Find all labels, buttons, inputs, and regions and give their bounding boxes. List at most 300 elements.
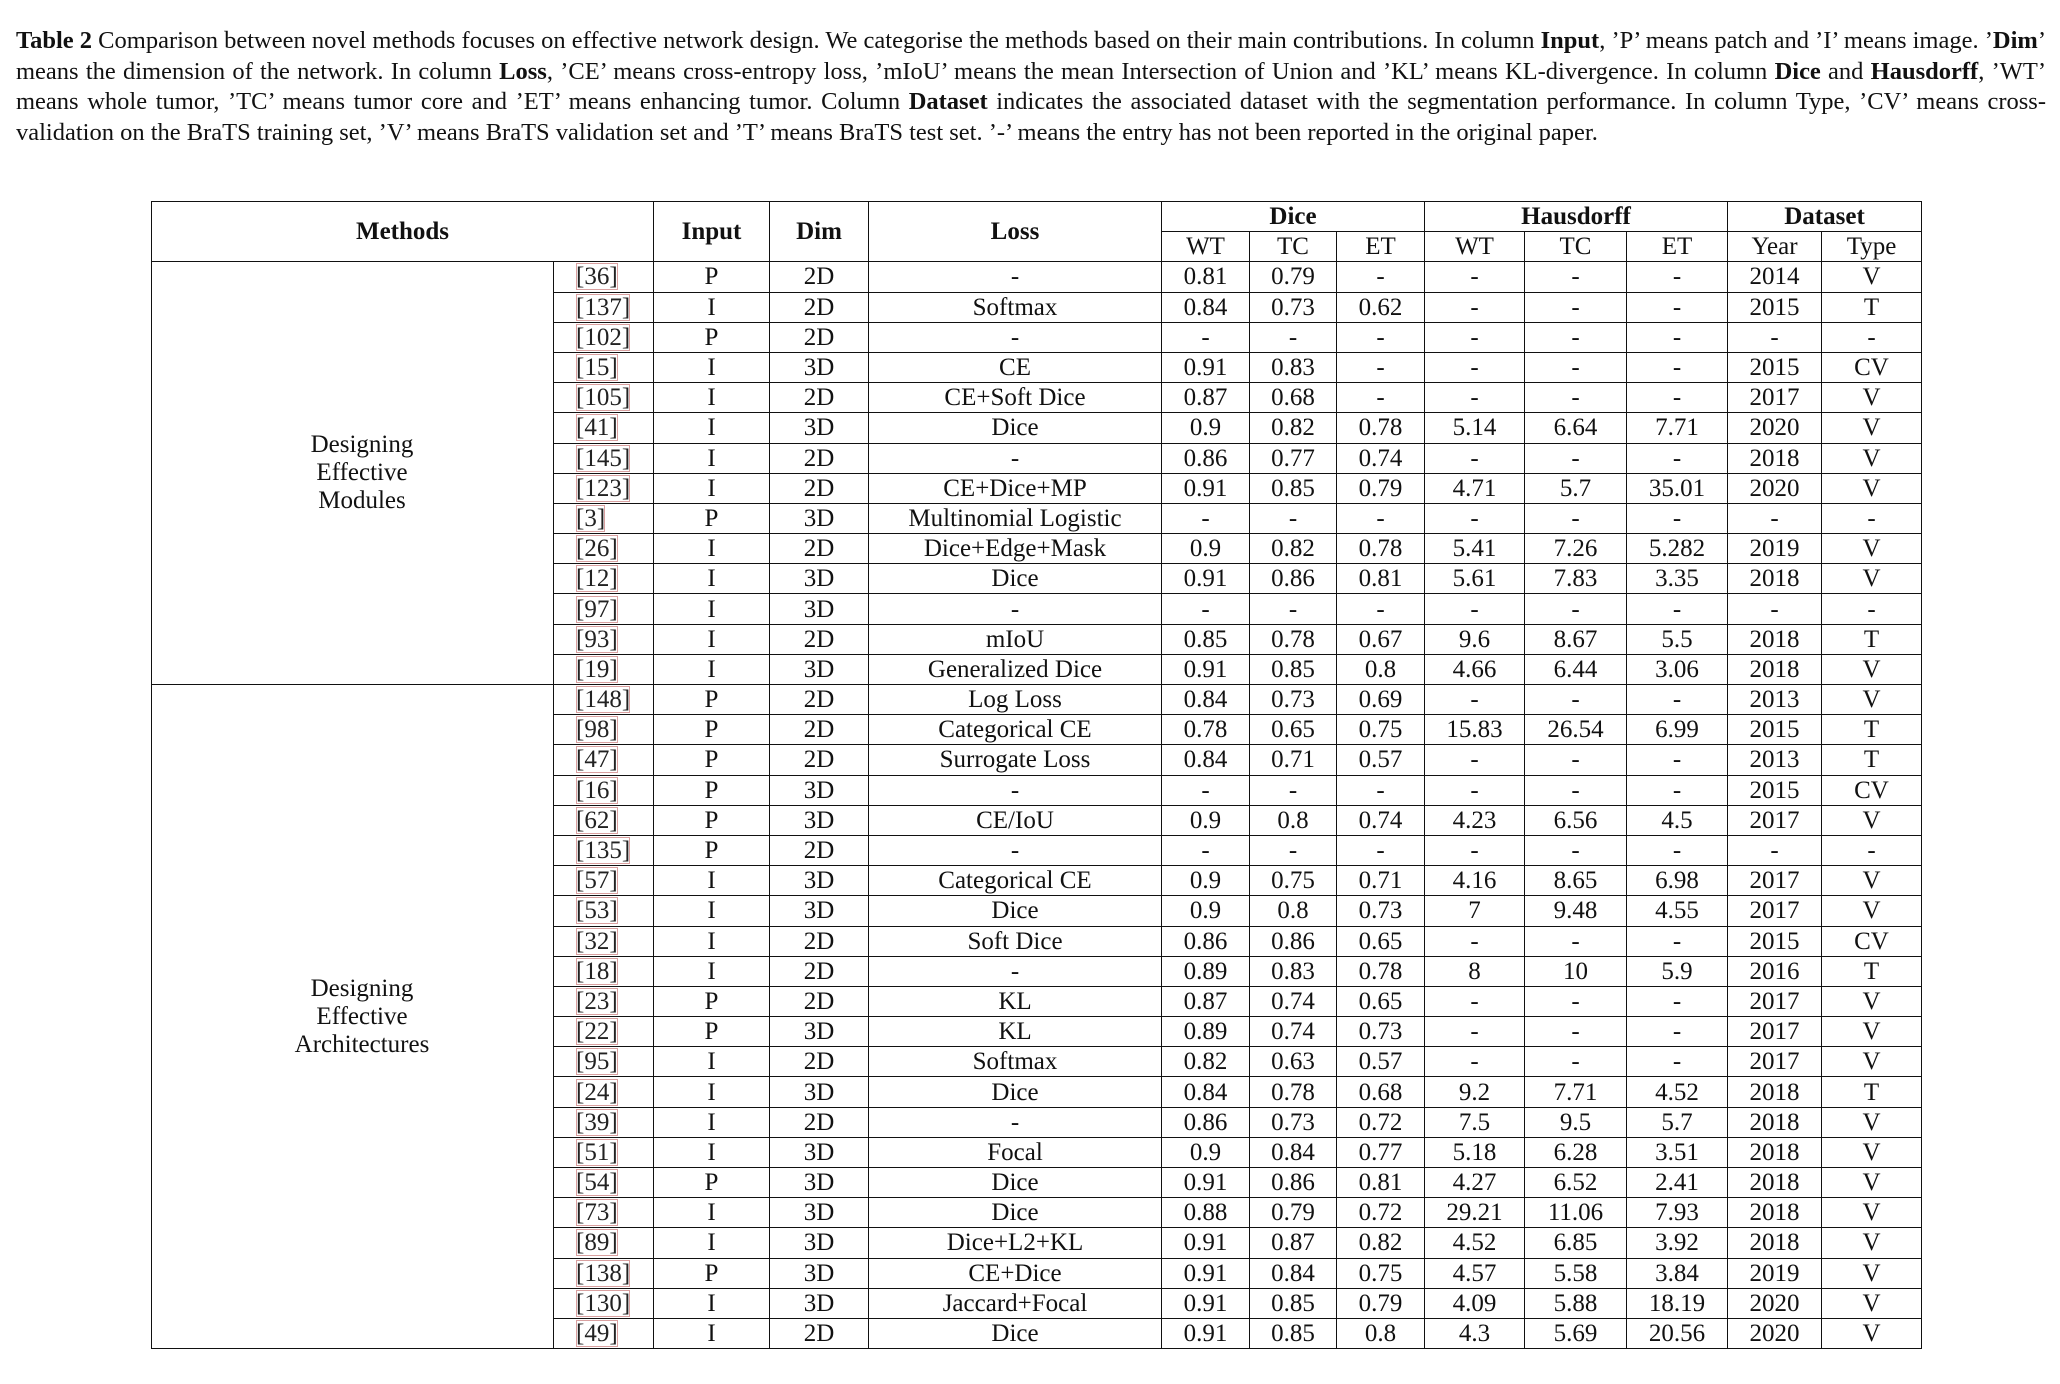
- citation-link[interactable]: [3]: [576, 504, 606, 532]
- cell-hausdorff-tc: 9.48: [1525, 896, 1627, 926]
- cell-dim: 3D: [770, 1228, 869, 1258]
- cell-dice-tc: 0.84: [1250, 1137, 1337, 1167]
- citation-link[interactable]: [97]: [576, 595, 618, 623]
- subheader-dice-wt: WT: [1162, 232, 1250, 262]
- cell-dice-wt: 0.84: [1162, 745, 1250, 775]
- cell-dice-et: 0.78: [1337, 956, 1425, 986]
- citation-link[interactable]: [98]: [576, 716, 618, 744]
- cell-dim: 3D: [770, 564, 869, 594]
- cell-type: T: [1822, 1077, 1922, 1107]
- citation-link[interactable]: [32]: [576, 927, 618, 955]
- cell-hausdorff-tc: 6.85: [1525, 1228, 1627, 1258]
- cell-hausdorff-tc: -: [1525, 745, 1627, 775]
- cell-dice-tc: 0.63: [1250, 1047, 1337, 1077]
- citation-link[interactable]: [26]: [576, 535, 618, 563]
- subheader-dataset-type: Type: [1822, 232, 1922, 262]
- cell-dim: 3D: [770, 775, 869, 805]
- subheader-hausdorff-wt: WT: [1425, 232, 1525, 262]
- caption-text: and: [1820, 57, 1871, 85]
- header-methods: Methods: [152, 202, 654, 262]
- cell-input: P: [654, 715, 770, 745]
- cell-input: I: [654, 1137, 770, 1167]
- cell-dice-tc: 0.86: [1250, 564, 1337, 594]
- caption-bold-text: Dice: [1774, 57, 1821, 85]
- cell-citation: [554, 564, 654, 594]
- cell-hausdorff-et: 5.9: [1627, 956, 1728, 986]
- citation-link[interactable]: [123]: [576, 474, 631, 502]
- cell-citation: [554, 866, 654, 896]
- cell-loss: CE+Soft Dice: [869, 383, 1162, 413]
- cell-hausdorff-wt: -: [1425, 292, 1525, 322]
- cell-citation: [554, 654, 654, 684]
- cell-dim: 3D: [770, 896, 869, 926]
- cell-dice-wt: 0.91: [1162, 473, 1250, 503]
- citation-link[interactable]: [16]: [576, 776, 618, 804]
- cell-hausdorff-tc: 9.5: [1525, 1107, 1627, 1137]
- citation-link[interactable]: [93]: [576, 625, 618, 653]
- cell-dim: 2D: [770, 715, 869, 745]
- cell-dice-et: 0.62: [1337, 292, 1425, 322]
- cell-dim: 2D: [770, 926, 869, 956]
- cell-hausdorff-tc: 8.65: [1525, 866, 1627, 896]
- citation-link[interactable]: [15]: [576, 354, 618, 382]
- cell-dice-wt: 0.9: [1162, 1137, 1250, 1167]
- cell-hausdorff-wt: -: [1425, 1047, 1525, 1077]
- cell-dice-tc: -: [1250, 594, 1337, 624]
- cell-dice-wt: -: [1162, 775, 1250, 805]
- cell-hausdorff-tc: -: [1525, 835, 1627, 865]
- cell-hausdorff-wt: -: [1425, 835, 1525, 865]
- caption-text: , ’CE’ means cross-entropy loss, ’mIoU’ means the mean Intersection of Union and ’KL’ means KL-divergence. In column: [546, 57, 1775, 85]
- cell-input: I: [654, 1228, 770, 1258]
- cell-dice-tc: 0.83: [1250, 352, 1337, 382]
- cell-hausdorff-tc: 6.44: [1525, 654, 1627, 684]
- cell-citation: [554, 624, 654, 654]
- cell-dice-tc: 0.77: [1250, 443, 1337, 473]
- cell-hausdorff-et: 35.01: [1627, 473, 1728, 503]
- cell-hausdorff-wt: 4.23: [1425, 805, 1525, 835]
- cell-type: V: [1822, 1288, 1922, 1318]
- cell-hausdorff-tc: -: [1525, 383, 1627, 413]
- cell-citation: [554, 352, 654, 382]
- cell-dice-wt: 0.87: [1162, 383, 1250, 413]
- cell-hausdorff-tc: 7.26: [1525, 534, 1627, 564]
- citation-link[interactable]: [62]: [576, 806, 618, 834]
- cell-loss: Dice: [869, 413, 1162, 443]
- cell-loss: Dice+L2+KL: [869, 1228, 1162, 1258]
- cell-type: V: [1822, 654, 1922, 684]
- cell-loss: -: [869, 594, 1162, 624]
- cell-dice-tc: 0.75: [1250, 866, 1337, 896]
- cell-citation: [554, 534, 654, 564]
- cell-type: CV: [1822, 775, 1922, 805]
- cell-year: 2019: [1728, 534, 1822, 564]
- cell-input: I: [654, 1198, 770, 1228]
- cell-input: I: [654, 443, 770, 473]
- cell-hausdorff-wt: 15.83: [1425, 715, 1525, 745]
- cell-input: I: [654, 564, 770, 594]
- cell-dice-et: 0.72: [1337, 1107, 1425, 1137]
- cell-input: I: [654, 654, 770, 684]
- cell-citation: [554, 292, 654, 322]
- cell-input: P: [654, 805, 770, 835]
- cell-dice-wt: 0.81: [1162, 262, 1250, 292]
- cell-loss: Softmax: [869, 292, 1162, 322]
- cell-hausdorff-wt: 8: [1425, 956, 1525, 986]
- citation-link[interactable]: [57]: [576, 867, 618, 895]
- cell-hausdorff-tc: 7.83: [1525, 564, 1627, 594]
- cell-year: 2020: [1728, 473, 1822, 503]
- cell-citation: [554, 1288, 654, 1318]
- cell-type: V: [1822, 1017, 1922, 1047]
- cell-hausdorff-et: -: [1627, 986, 1728, 1016]
- cell-hausdorff-wt: 4.66: [1425, 654, 1525, 684]
- cell-hausdorff-et: -: [1627, 262, 1728, 292]
- cell-year: 2016: [1728, 956, 1822, 986]
- cell-citation: [554, 1047, 654, 1077]
- cell-year: 2015: [1728, 775, 1822, 805]
- cell-dice-wt: 0.88: [1162, 1198, 1250, 1228]
- cell-citation: [554, 986, 654, 1016]
- cell-hausdorff-wt: -: [1425, 594, 1525, 624]
- cell-dim: 2D: [770, 624, 869, 654]
- cell-dice-wt: 0.91: [1162, 564, 1250, 594]
- cell-dice-wt: 0.91: [1162, 1228, 1250, 1258]
- cell-input: I: [654, 624, 770, 654]
- cell-type: V: [1822, 383, 1922, 413]
- citation-link[interactable]: [145]: [576, 444, 631, 472]
- cell-year: 2019: [1728, 1258, 1822, 1288]
- cell-dice-et: -: [1337, 503, 1425, 533]
- cell-loss: Surrogate Loss: [869, 745, 1162, 775]
- cell-year: 2020: [1728, 413, 1822, 443]
- citation-link[interactable]: [24]: [576, 1078, 618, 1106]
- header-dim: Dim: [770, 202, 869, 262]
- cell-dim: 2D: [770, 1318, 869, 1348]
- cell-input: I: [654, 896, 770, 926]
- cell-type: T: [1822, 715, 1922, 745]
- cell-year: -: [1728, 322, 1822, 352]
- table-row: [152, 262, 1922, 292]
- cell-input: P: [654, 1168, 770, 1198]
- citation-link[interactable]: [19]: [576, 655, 618, 683]
- cell-dim: 3D: [770, 654, 869, 684]
- cell-hausdorff-tc: 7.71: [1525, 1077, 1627, 1107]
- cell-loss: Dice+Edge+Mask: [869, 534, 1162, 564]
- cell-dice-tc: 0.82: [1250, 413, 1337, 443]
- cell-dice-tc: 0.86: [1250, 1168, 1337, 1198]
- cell-type: V: [1822, 534, 1922, 564]
- cell-dice-et: 0.81: [1337, 1168, 1425, 1198]
- cell-hausdorff-tc: 5.69: [1525, 1318, 1627, 1348]
- cell-citation: [554, 1318, 654, 1348]
- cell-citation: [554, 715, 654, 745]
- cell-dice-wt: 0.89: [1162, 1017, 1250, 1047]
- comparison-table: [151, 201, 1922, 1349]
- citation-link[interactable]: [137]: [576, 293, 631, 321]
- cell-loss: Focal: [869, 1137, 1162, 1167]
- cell-dice-et: 0.78: [1337, 534, 1425, 564]
- cell-loss: Dice: [869, 896, 1162, 926]
- cell-dim: 2D: [770, 383, 869, 413]
- cell-citation: [554, 1198, 654, 1228]
- cell-citation: [554, 685, 654, 715]
- cell-citation: [554, 1228, 654, 1258]
- cell-citation: [554, 1168, 654, 1198]
- cell-dice-et: 0.8: [1337, 1318, 1425, 1348]
- cell-hausdorff-wt: 5.61: [1425, 564, 1525, 594]
- cell-year: 2018: [1728, 1137, 1822, 1167]
- cell-hausdorff-wt: 4.09: [1425, 1288, 1525, 1318]
- citation-link[interactable]: [23]: [576, 987, 618, 1015]
- cell-loss: Categorical CE: [869, 715, 1162, 745]
- cell-year: 2018: [1728, 564, 1822, 594]
- cell-dice-et: 0.75: [1337, 1258, 1425, 1288]
- cell-year: 2018: [1728, 1168, 1822, 1198]
- cell-hausdorff-wt: -: [1425, 926, 1525, 956]
- cell-type: V: [1822, 1107, 1922, 1137]
- cell-dim: 3D: [770, 594, 869, 624]
- cell-hausdorff-tc: -: [1525, 443, 1627, 473]
- citation-link[interactable]: [18]: [576, 957, 618, 985]
- cell-loss: CE+Dice+MP: [869, 473, 1162, 503]
- cell-hausdorff-tc: 26.54: [1525, 715, 1627, 745]
- caption-bold-text: Hausdorff: [1870, 57, 1979, 85]
- cell-hausdorff-et: 2.41: [1627, 1168, 1728, 1198]
- cell-type: V: [1822, 866, 1922, 896]
- cell-dim: 3D: [770, 1168, 869, 1198]
- citation-link[interactable]: [39]: [576, 1108, 618, 1136]
- cell-hausdorff-tc: -: [1525, 1047, 1627, 1077]
- cell-input: I: [654, 956, 770, 986]
- cell-hausdorff-et: -: [1627, 775, 1728, 805]
- citation-link[interactable]: [51]: [576, 1138, 618, 1166]
- cell-hausdorff-tc: 5.88: [1525, 1288, 1627, 1318]
- caption-text: ’ means the dimension of the network. In column: [16, 27, 2047, 85]
- cell-dim: 3D: [770, 352, 869, 382]
- cell-year: -: [1728, 594, 1822, 624]
- cell-hausdorff-tc: -: [1525, 594, 1627, 624]
- caption-bold-text: Dataset: [908, 88, 988, 115]
- cell-input: P: [654, 775, 770, 805]
- citation-link[interactable]: [36]: [576, 263, 618, 291]
- citation-link[interactable]: [102]: [576, 323, 631, 351]
- cell-hausdorff-tc: 5.58: [1525, 1258, 1627, 1288]
- citation-link[interactable]: [130]: [576, 1289, 631, 1317]
- cell-citation: [554, 805, 654, 835]
- cell-dice-et: -: [1337, 383, 1425, 413]
- citation-link[interactable]: [41]: [576, 414, 618, 442]
- cell-citation: [554, 413, 654, 443]
- cell-hausdorff-wt: -: [1425, 503, 1525, 533]
- cell-hausdorff-et: -: [1627, 926, 1728, 956]
- cell-hausdorff-et: 5.5: [1627, 624, 1728, 654]
- cell-dice-tc: 0.85: [1250, 473, 1337, 503]
- cell-type: V: [1822, 896, 1922, 926]
- cell-input: I: [654, 1107, 770, 1137]
- caption-text: Comparison between novel methods focuses on effective network design. We categorise the methods based on their main contributions. In column: [92, 27, 1541, 54]
- cell-citation: [554, 1107, 654, 1137]
- cell-dice-tc: 0.74: [1250, 986, 1337, 1016]
- cell-year: 2013: [1728, 685, 1822, 715]
- cell-hausdorff-et: 3.84: [1627, 1258, 1728, 1288]
- cell-loss: Dice: [869, 1198, 1162, 1228]
- cell-dice-wt: 0.84: [1162, 1077, 1250, 1107]
- cell-dim: 3D: [770, 1077, 869, 1107]
- cell-hausdorff-et: 5.282: [1627, 534, 1728, 564]
- cell-year: 2018: [1728, 443, 1822, 473]
- cell-input: I: [654, 473, 770, 503]
- cell-input: P: [654, 835, 770, 865]
- caption-bold-text: Loss: [499, 57, 547, 85]
- cell-hausdorff-wt: 5.14: [1425, 413, 1525, 443]
- cell-citation: [554, 503, 654, 533]
- cell-citation: [554, 896, 654, 926]
- subheader-dataset-year: Year: [1728, 232, 1822, 262]
- cell-dice-tc: 0.73: [1250, 1107, 1337, 1137]
- cell-loss: Dice: [869, 564, 1162, 594]
- cell-type: T: [1822, 956, 1922, 986]
- cell-dice-et: 0.65: [1337, 926, 1425, 956]
- cell-type: -: [1822, 594, 1922, 624]
- citation-link[interactable]: [53]: [576, 897, 618, 925]
- cell-dim: 3D: [770, 1198, 869, 1228]
- citation-link[interactable]: [95]: [576, 1048, 618, 1076]
- citation-link[interactable]: [148]: [576, 686, 631, 714]
- cell-dice-et: 0.73: [1337, 1017, 1425, 1047]
- cell-dice-tc: 0.85: [1250, 1288, 1337, 1318]
- cell-year: 2018: [1728, 624, 1822, 654]
- cell-year: -: [1728, 503, 1822, 533]
- cell-hausdorff-tc: 6.64: [1525, 413, 1627, 443]
- citation-link[interactable]: [89]: [576, 1229, 618, 1257]
- cell-hausdorff-et: 5.7: [1627, 1107, 1728, 1137]
- cell-dice-wt: 0.86: [1162, 1107, 1250, 1137]
- cell-dim: 2D: [770, 443, 869, 473]
- cell-dice-et: 0.69: [1337, 685, 1425, 715]
- cell-hausdorff-et: -: [1627, 322, 1728, 352]
- cell-dice-wt: 0.85: [1162, 624, 1250, 654]
- cell-year: 2020: [1728, 1288, 1822, 1318]
- cell-hausdorff-tc: -: [1525, 292, 1627, 322]
- cell-hausdorff-wt: 9.6: [1425, 624, 1525, 654]
- cell-year: 2018: [1728, 1077, 1822, 1107]
- cell-dice-wt: 0.84: [1162, 685, 1250, 715]
- cell-hausdorff-wt: -: [1425, 352, 1525, 382]
- cell-loss: -: [869, 956, 1162, 986]
- cell-input: I: [654, 866, 770, 896]
- cell-hausdorff-wt: 4.57: [1425, 1258, 1525, 1288]
- cell-input: I: [654, 926, 770, 956]
- cell-hausdorff-tc: -: [1525, 986, 1627, 1016]
- table-row: [152, 685, 1922, 715]
- cell-hausdorff-wt: 4.71: [1425, 473, 1525, 503]
- citation-link[interactable]: [105]: [576, 384, 631, 412]
- cell-hausdorff-et: 7.93: [1627, 1198, 1728, 1228]
- cell-citation: [554, 775, 654, 805]
- cell-dice-et: -: [1337, 775, 1425, 805]
- citation-link[interactable]: [22]: [576, 1018, 618, 1046]
- cell-dice-wt: 0.91: [1162, 654, 1250, 684]
- cell-dice-tc: 0.8: [1250, 805, 1337, 835]
- citation-link[interactable]: [73]: [576, 1199, 618, 1227]
- cell-dice-tc: 0.85: [1250, 1318, 1337, 1348]
- cell-dice-tc: 0.85: [1250, 654, 1337, 684]
- cell-type: T: [1822, 624, 1922, 654]
- cell-dim: 3D: [770, 503, 869, 533]
- cell-loss: Softmax: [869, 1047, 1162, 1077]
- cell-dim: 2D: [770, 956, 869, 986]
- cell-dice-et: 0.74: [1337, 443, 1425, 473]
- citation-link[interactable]: [135]: [576, 837, 631, 865]
- cell-hausdorff-wt: -: [1425, 745, 1525, 775]
- cell-dice-tc: -: [1250, 503, 1337, 533]
- cell-dice-tc: 0.79: [1250, 1198, 1337, 1228]
- cell-dim: 2D: [770, 1047, 869, 1077]
- cell-loss: Soft Dice: [869, 926, 1162, 956]
- cell-loss: Dice: [869, 1168, 1162, 1198]
- cell-dice-tc: -: [1250, 835, 1337, 865]
- cell-citation: [554, 262, 654, 292]
- cell-citation: [554, 594, 654, 624]
- cell-year: 2017: [1728, 866, 1822, 896]
- citation-link[interactable]: [54]: [576, 1169, 618, 1197]
- cell-dim: 2D: [770, 534, 869, 564]
- cell-dice-wt: -: [1162, 835, 1250, 865]
- cell-dice-et: 0.81: [1337, 564, 1425, 594]
- citation-link[interactable]: [47]: [576, 746, 618, 774]
- cell-hausdorff-et: -: [1627, 352, 1728, 382]
- cell-citation: [554, 926, 654, 956]
- citation-link[interactable]: [49]: [576, 1320, 618, 1348]
- caption-text: indicates the associated dataset with the segmentation performance. In column Type, ’CV’ means cross-validation on the BraTS training set, ’V’ means BraTS validation set and ’T’ means BraTS test set. ’-’ means the entry has not been reported in the original paper.: [16, 88, 2046, 146]
- cell-dice-wt: -: [1162, 594, 1250, 624]
- cell-hausdorff-tc: -: [1525, 322, 1627, 352]
- citation-link[interactable]: [12]: [576, 565, 618, 593]
- cell-hausdorff-et: 20.56: [1627, 1318, 1728, 1348]
- cell-type: V: [1822, 1258, 1922, 1288]
- method-group-label: [152, 262, 554, 685]
- cell-hausdorff-wt: -: [1425, 322, 1525, 352]
- cell-dice-wt: 0.9: [1162, 896, 1250, 926]
- cell-citation: [554, 1017, 654, 1047]
- cell-dim: 2D: [770, 685, 869, 715]
- cell-citation: [554, 443, 654, 473]
- cell-hausdorff-wt: 7: [1425, 896, 1525, 926]
- cell-loss: CE: [869, 352, 1162, 382]
- cell-loss: Generalized Dice: [869, 654, 1162, 684]
- cell-hausdorff-tc: -: [1525, 503, 1627, 533]
- cell-type: -: [1822, 835, 1922, 865]
- cell-hausdorff-et: 3.35: [1627, 564, 1728, 594]
- cell-dice-wt: 0.86: [1162, 926, 1250, 956]
- cell-type: V: [1822, 413, 1922, 443]
- citation-link[interactable]: [138]: [576, 1259, 631, 1287]
- cell-input: I: [654, 1318, 770, 1348]
- cell-year: 2017: [1728, 1017, 1822, 1047]
- cell-citation: [554, 835, 654, 865]
- cell-hausdorff-et: 4.55: [1627, 896, 1728, 926]
- cell-type: V: [1822, 1228, 1922, 1258]
- cell-hausdorff-wt: 4.52: [1425, 1228, 1525, 1258]
- cell-citation: [554, 1258, 654, 1288]
- cell-loss: -: [869, 262, 1162, 292]
- cell-hausdorff-wt: 4.27: [1425, 1168, 1525, 1198]
- cell-hausdorff-et: -: [1627, 1017, 1728, 1047]
- cell-dice-wt: 0.9: [1162, 805, 1250, 835]
- cell-hausdorff-wt: 9.2: [1425, 1077, 1525, 1107]
- caption-bold-text: Table 2: [16, 27, 93, 54]
